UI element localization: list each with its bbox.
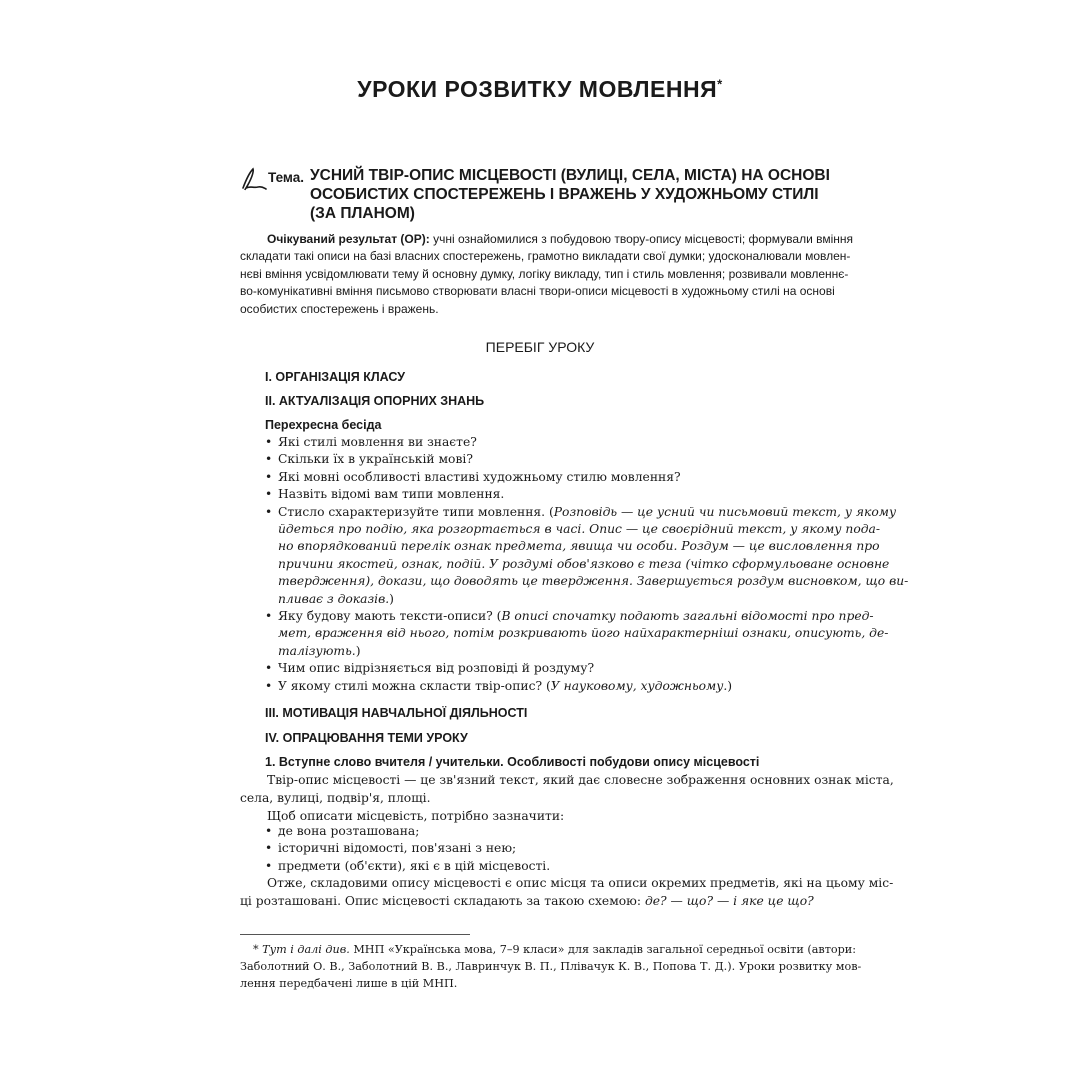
list-item: • У якому стилі можна скласти твір-опис? (У науковому, художньому.) bbox=[265, 678, 733, 693]
list-item: • Чим опис відрізняється від розповіді й роздуму? bbox=[265, 661, 595, 676]
expected-result-text: учні ознайомилися з побудовою твору-опису місцевості; формували вміння bbox=[429, 232, 854, 246]
body-line: ці розташовані. Опис місцевості складають за такою схемою: де? — що? — і яке це що? bbox=[240, 894, 814, 908]
expected-result-line: особистих спостережень і вражень. bbox=[240, 301, 439, 316]
list-item: • предмети (об'єкти), які є в цій місцевості. bbox=[265, 858, 551, 873]
list-item-continuation: талізують.) bbox=[278, 643, 361, 658]
footnote-line: * Тут і далі див. МНП «Українська мова, 7–9 класи» для закладів загальної середньої освіти (автори: bbox=[253, 943, 857, 956]
subheading-cross-talk: Перехресна бесіда bbox=[265, 418, 382, 432]
section-heading-4: ІV. ОПРАЦЮВАННЯ ТЕМИ УРОКУ bbox=[265, 731, 468, 745]
footnote-line: лення передбачені лише в цій МНП. bbox=[240, 977, 458, 991]
page-title-text: УРОКИ РОЗВИТКУ МОВЛЕННЯ bbox=[357, 76, 718, 102]
expected-result-paragraph bbox=[240, 231, 876, 318]
list-item-continuation: твердження), докази, що доводять це твердження. Завершується роздум висновком, що ви- bbox=[278, 574, 909, 589]
body-text bbox=[240, 771, 894, 825]
list-item: • Скільки їх в українській мові? bbox=[265, 452, 473, 467]
list-item-continuation: йдеться про подію, яка розгортається в часі. Опис — це своєрідний текст, у якому пода- bbox=[278, 522, 881, 537]
page-title bbox=[0, 76, 1080, 103]
expected-result-label: Очікуваний результат (ОР): bbox=[267, 232, 430, 246]
questions-list bbox=[265, 434, 909, 695]
section-heading-2: ІІ. АКТУАЛІЗАЦІЯ ОПОРНИХ ЗНАНЬ bbox=[265, 394, 485, 408]
topic-title-line: ОСОБИСТИХ СПОСТЕРЕЖЕНЬ І ВРАЖЕНЬ У ХУДОЖНЬОМУ СТИЛІ bbox=[310, 186, 819, 203]
list-item: • Які мовні особливості властиві художньому стилю мовлення? bbox=[265, 469, 681, 484]
section-heading-3: ІІІ. МОТИВАЦІЯ НАВЧАЛЬНОЇ ДІЯЛЬНОСТІ bbox=[265, 706, 528, 720]
list-item: • де вона розташована; bbox=[265, 824, 420, 838]
topic-title-line: УСНИЙ ТВІР-ОПИС МІСЦЕВОСТІ (ВУЛИЦІ, СЕЛА, МІСТА) НА ОСНОВІ bbox=[310, 167, 830, 184]
topic-title-line: (ЗА ПЛАНОМ) bbox=[310, 205, 415, 222]
body-line: Щоб описати місцевість, потрібно зазначити: bbox=[267, 809, 565, 823]
list-item: • Назвіть відомі вам типи мовлення. bbox=[265, 487, 505, 502]
list-item: • Яку будову мають тексти-описи? (В описі спочатку подають загальні відомості про пред- bbox=[265, 609, 874, 624]
location-list bbox=[265, 823, 877, 875]
pen-icon bbox=[240, 166, 268, 194]
footnote-divider bbox=[240, 934, 470, 935]
topic-title bbox=[310, 166, 870, 223]
list-item-continuation: пливає з доказів.) bbox=[278, 591, 394, 606]
expected-result-line: нєві вміння усвідомлювати тему й основну думку, логіку викладу, тип і стиль мовлення; розвивали мовленнє- bbox=[240, 266, 849, 281]
list-item-continuation: но впорядкований перелік ознак предмета, явища чи особи. Роздум — це висловлення про bbox=[278, 539, 880, 554]
body-line: села, вулиці, подвір'я, площі. bbox=[240, 791, 431, 805]
list-item: • Стисло схарактеризуйте типи мовлення. (Розповідь — це усний чи письмовий текст, у якому bbox=[265, 504, 897, 519]
list-item: • історичні відомості, пов'язані з нею; bbox=[265, 841, 517, 856]
body-text-conclusion bbox=[240, 874, 894, 910]
list-item-continuation: причини якостей, ознак, подій. У роздумі обов'язково є теза (чітко сформульоване основне bbox=[278, 556, 890, 571]
subsection-heading-1: 1. Вступне слово вчителя / учительки. Особливості побудови опису місцевості bbox=[265, 755, 760, 769]
list-item: • Які стилі мовлення ви знаєте? bbox=[265, 435, 477, 449]
footnote bbox=[240, 941, 876, 993]
body-line: Отже, складовими опису місцевості є опис місця та описи окремих предметів, які на цьому міс- bbox=[267, 876, 894, 890]
list-item-continuation: мет, враження від нього, потім розкривають його найхарактерніші ознаки, описують, де- bbox=[278, 626, 889, 641]
footnote-line: Заболотний О. В., Заболотний В. В., Лавринчук В. П., Плівачук К. В., Попова Т. Д.). Уроки розвитку мов- bbox=[240, 960, 862, 974]
title-footnote-mark: * bbox=[717, 76, 723, 92]
body-line: Твір-опис місцевості — це зв'язний текст, який дає словесне зображення основних ознак міста, bbox=[267, 773, 894, 787]
expected-result-line: во-комунікативні вміння письмово створювати власні твори-описи місцевості в художньому стилі на основі bbox=[240, 284, 835, 299]
topic-label: Тема. bbox=[268, 170, 304, 185]
expected-result-line: складати такі описи на базі власних спостережень, грамотно викладати свої думки; удосконалювали мовлен- bbox=[240, 249, 851, 264]
lesson-heading: ПЕРЕБІГ УРОКУ bbox=[485, 339, 595, 355]
section-heading-1: І. ОРГАНІЗАЦІЯ КЛАСУ bbox=[265, 370, 405, 384]
